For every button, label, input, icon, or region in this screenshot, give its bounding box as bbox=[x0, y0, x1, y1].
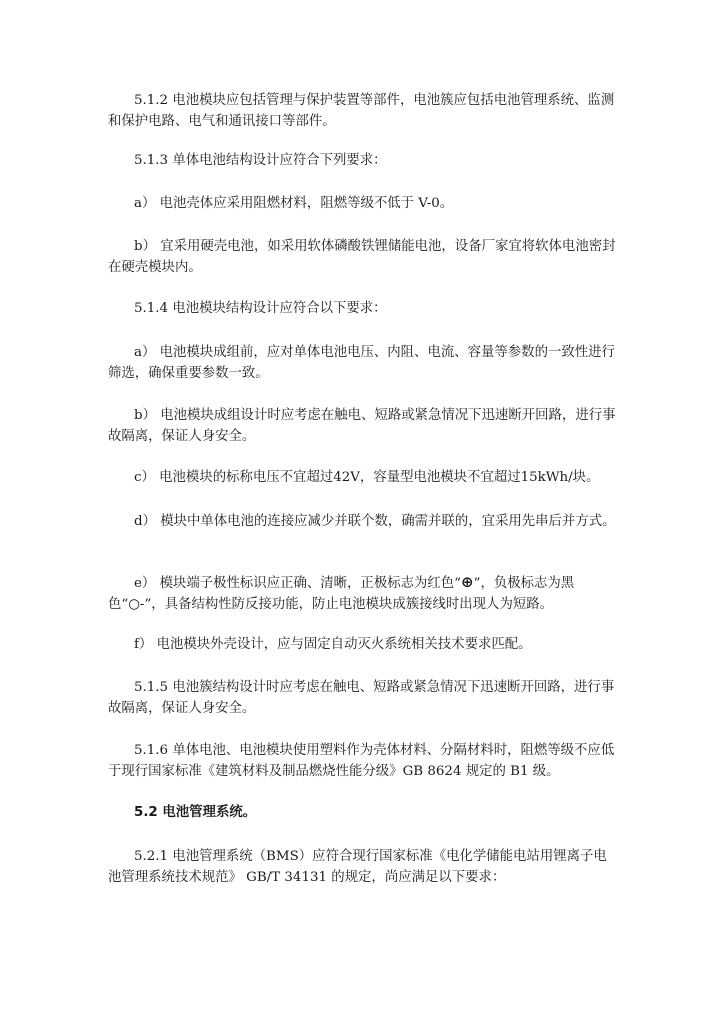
item-d-connection: d） 模块中单体电池的连接应减少并联个数，确需并联的，宜采用先串后并方式。 bbox=[134, 514, 616, 529]
item-e-text-start: e） 模块端子极性标识应正确、清晰，正极标志为红色“ bbox=[134, 576, 462, 591]
item-a-shell-material: a） 电池壳体应采用阻燃材料，阻燃等级不低于 V-0。 bbox=[134, 196, 454, 211]
clause-5-1-6: 5.1.6 单体电池、电池模块使用塑料作为壳体材料、分隔材料时，阻燃等级不应低于现行国家标准《建筑材料及制品燃烧性能分级》GB 8624 规定的 B1 级。 bbox=[108, 743, 615, 779]
positive-terminal-icon: ⊕ bbox=[461, 573, 474, 591]
item-e-polarity bbox=[108, 572, 620, 615]
item-b-isolation: b） 电池模块成组设计时应考虑在触电、短路或紧急情况下迅速断开回路，进行事故隔离，保证人身安全。 bbox=[108, 408, 616, 444]
item-a-consistency: a） 电池模块成组前，应对单体电池电压、内阻、电流、容量等参数的一致性进行筛选，确保重要参数一致。 bbox=[108, 345, 615, 381]
item-e-text-end: ”，负极标志为黑色“○-”，具备结构性防反接功能，防止电池模块成簇接线时出现人为短路。 bbox=[108, 576, 575, 612]
clause-5-2-1: 5.2.1 电池管理系统（BMS）应符合现行国家标准《电化学储能电站用锂离子电池管理系统技术规范》 GB/T 34131 的规定，尚应满足以下要求： bbox=[108, 849, 607, 885]
section-heading-5-2: 5.2 电池管理系统。 bbox=[134, 805, 257, 820]
item-c-voltage-limit: c） 电池模块的标称电压不宜超过42V，容量型电池模块不宜超过15kWh/块。 bbox=[134, 470, 600, 485]
clause-5-1-2: 5.1.2 电池模块应包括管理与保护装置等部件，电池簇应包括电池管理系统、监测和保护电路、电气和通讯接口等部件。 bbox=[108, 93, 615, 129]
item-f-enclosure: f） 电池模块外壳设计，应与固定自动灭火系统相关技术要求匹配。 bbox=[134, 637, 532, 652]
clause-5-1-4: 5.1.4 电池模块结构设计应符合以下要求： bbox=[134, 301, 387, 316]
item-b-hard-shell: b） 宜采用硬壳电池，如采用软体磷酸铁锂储能电池，设备厂家宜将软体电池密封在硬壳模块内。 bbox=[108, 239, 616, 275]
clause-5-1-5: 5.1.5 电池簇结构设计时应考虑在触电、短路或紧急情况下迅速断开回路，进行事故隔离，保证人身安全。 bbox=[108, 680, 615, 716]
clause-5-1-3: 5.1.3 单体电池结构设计应符合下列要求： bbox=[134, 153, 387, 168]
